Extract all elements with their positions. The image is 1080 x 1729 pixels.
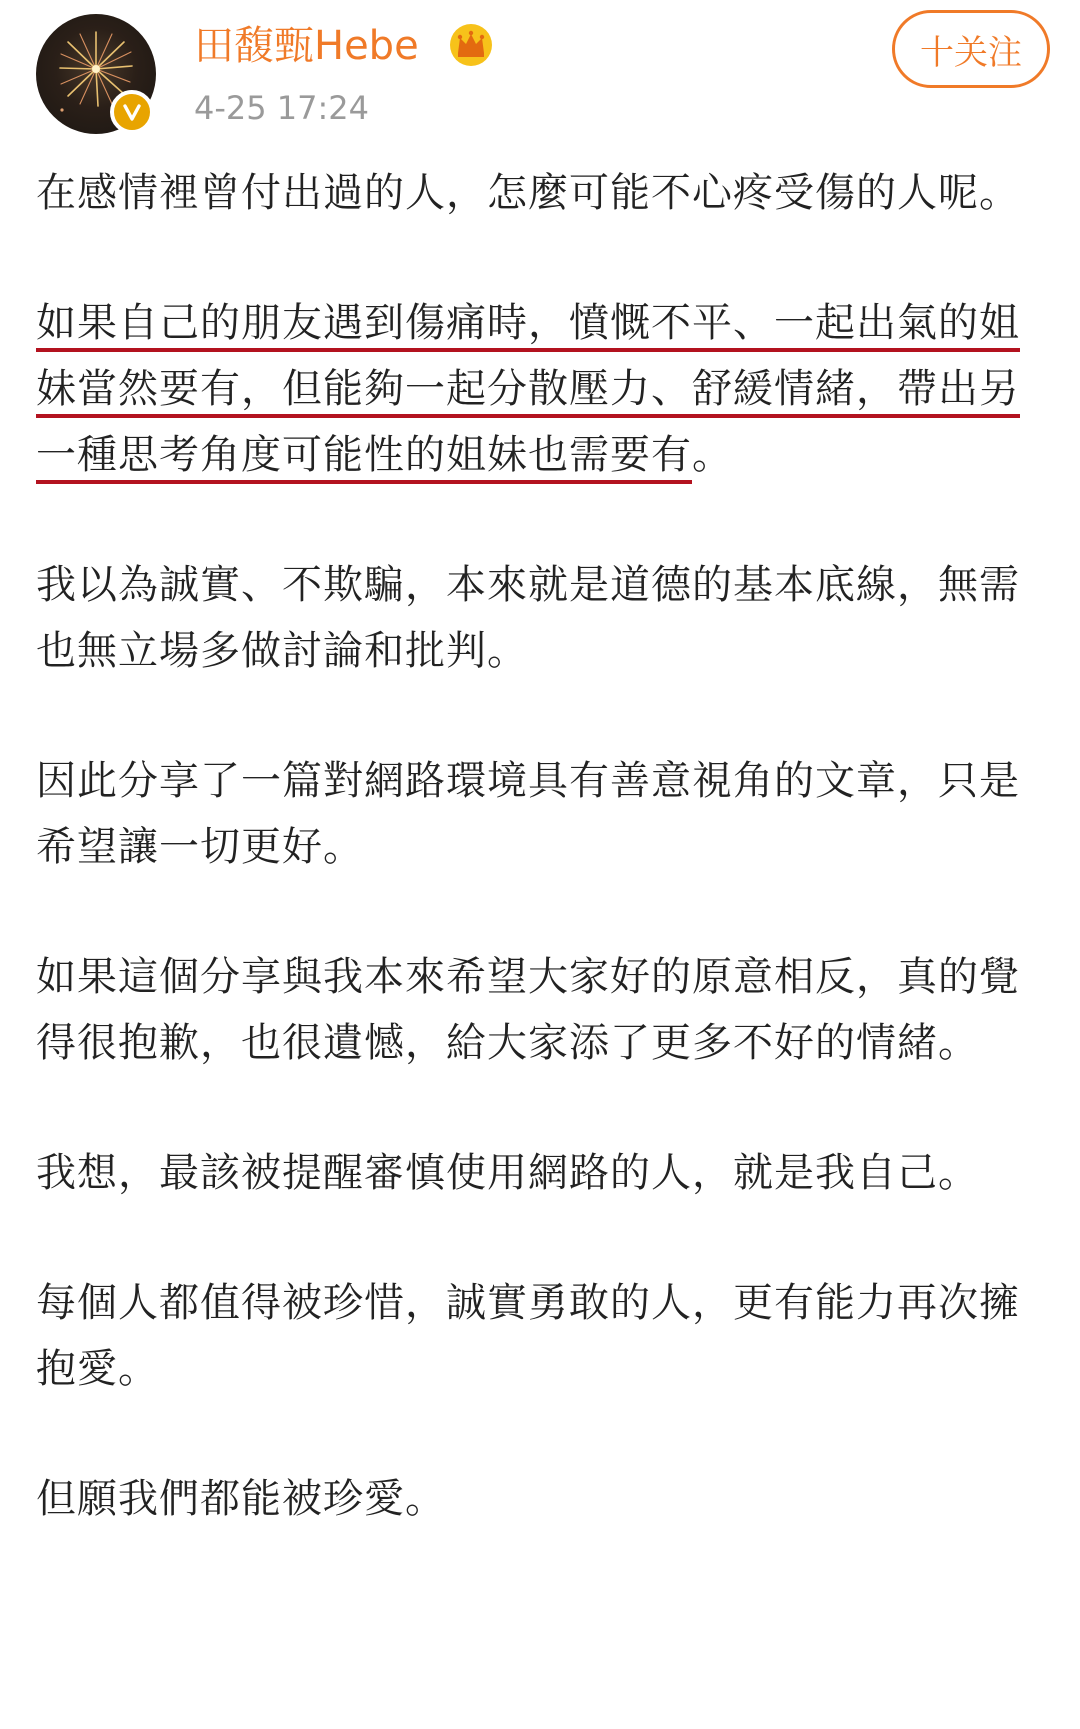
post-paragraph-5: 如果這個分享與我本來希望大家好的原意相反，真的覺得很抱歉，也很遺憾，給大家添了更多不好的情緒。	[36, 954, 1020, 1066]
post-timestamp: 4-25 17:24	[194, 89, 370, 127]
post-body	[36, 160, 1046, 1596]
post-paragraph-4: 因此分享了一篇對網路環境具有善意視角的文章，只是希望讓一切更好。	[36, 758, 1020, 870]
username[interactable]: 田馥甄Hebe	[194, 23, 419, 69]
post-paragraph-7: 每個人都值得被珍惜，誠實勇敢的人，更有能力再次擁抱愛。	[36, 1280, 1020, 1392]
post-paragraph-8: 但願我們都能被珍愛。	[36, 1476, 446, 1522]
post-paragraph-1: 在感情裡曾付出過的人，怎麼可能不心疼受傷的人呢。	[36, 170, 1020, 216]
paragraph-end-punctuation: 。	[692, 432, 733, 478]
verified-v-badge-icon	[110, 90, 154, 134]
post-paragraph-2-highlighted	[36, 290, 1046, 488]
post-paragraph-3: 我以為誠實、不欺騙，本來就是道德的基本底線，無需也無立場多做討論和批判。	[36, 562, 1020, 674]
post-paragraph-6: 我想，最該被提醒審慎使用網路的人，就是我自己。	[36, 1150, 979, 1196]
post-header	[0, 0, 1080, 145]
red-underlined-text: 如果自己的朋友遇到傷痛時，憤慨不平、一起出氣的姐妹當然要有，但能夠一起分散壓力、舒緩情緒，帶出另一種思考角度可能性的姐妹也需要有	[36, 300, 1020, 478]
crown-vip-icon	[448, 22, 494, 68]
follow-button[interactable]: 十关注	[892, 10, 1050, 88]
